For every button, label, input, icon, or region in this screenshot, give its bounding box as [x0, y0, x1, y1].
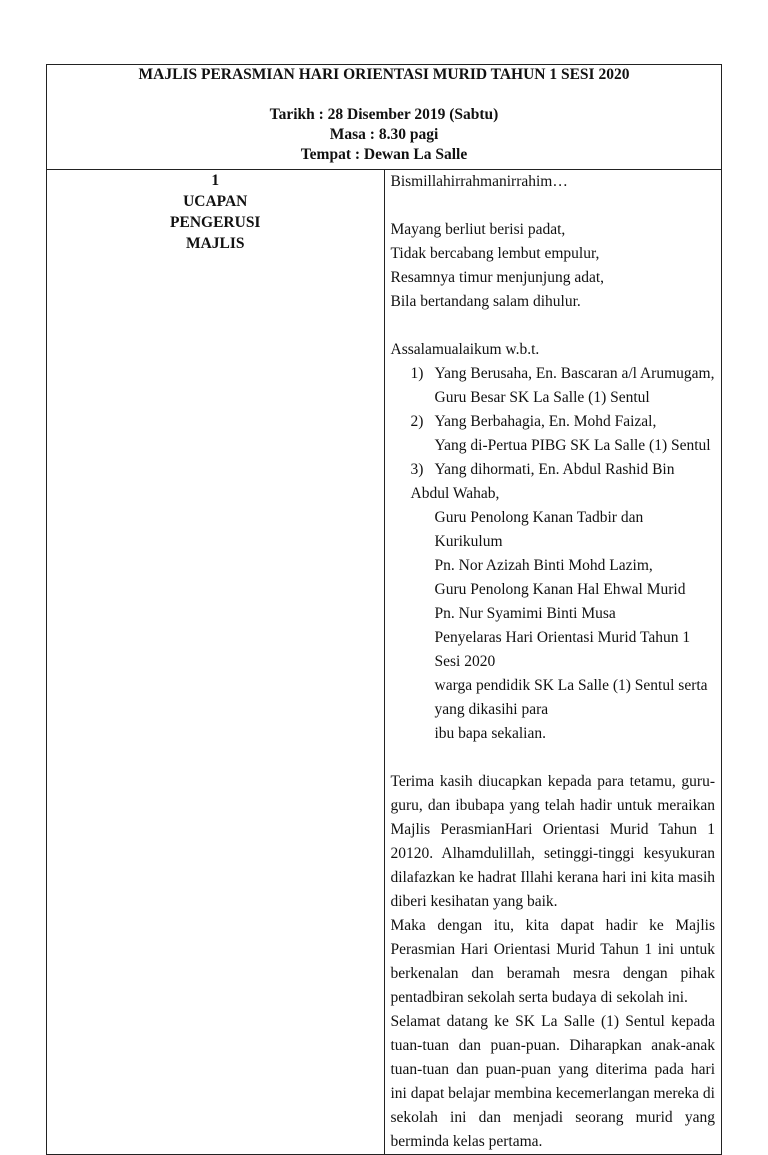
pantun-line: Bila bertandang salam dihulur.: [390, 293, 581, 310]
speech-paragraph: Terima kasih diucapkan kepada para tetamu, guru-guru, dan ibubapa yang telah hadir untuk meraikan Majlis PerasmianHari Orientasi Murid Tahun 1 20120. Alhamdulillah, setinggi-tinggi kesyukuran dilafazkan ke hadrat Illahi kerana hari ini kita masih diberi kesihatan yang baik.: [390, 773, 715, 910]
event-title: MAJLIS PERASMIAN HARI ORIENTASI MURID TAHUN 1 SESI 2020: [138, 66, 630, 83]
opening-line: Bismillahirrahmanirrahim…: [390, 173, 568, 190]
header-spacer: [47, 85, 721, 105]
guest-detail: Guru Penolong Kanan Hal Ehwal Murid: [434, 581, 686, 598]
guest-number: 1): [410, 365, 424, 382]
header-row: [47, 65, 722, 170]
guest-detail: Penyelaras Hari Orientasi Murid Tahun 1 Sesi 2020: [434, 629, 691, 670]
pantun-line: Mayang berliut berisi padat,: [390, 221, 566, 238]
section-label-line3: MAJLIS: [185, 235, 245, 252]
header-cell: [47, 65, 722, 170]
section-label-cell: [47, 170, 385, 1155]
guest-detail: Guru Besar SK La Salle (1) Sentul: [434, 389, 650, 406]
guest-item: [411, 362, 716, 410]
section-number: 1: [211, 172, 220, 189]
event-date: Tarikh : 28 Disember 2019 (Sabtu): [269, 106, 499, 123]
speech-content-cell: [384, 170, 722, 1155]
guest-name: Yang Berbahagia, En. Mohd Faizal,: [434, 413, 657, 430]
guest-item: [411, 458, 716, 746]
section-label-line2: PENGERUSI: [170, 214, 261, 231]
guest-name: Yang dihormati, En. Abdul Rashid Bin Abdul Wahab,: [410, 461, 675, 502]
speech-paragraph: Maka dengan itu, kita dapat hadir ke Majlis Perasmian Hari Orientasi Murid Tahun 1 ini untuk berkenalan dan beramah mesra dengan pihak pentadbiran sekolah serta budaya di sekolah ini.: [390, 917, 715, 1006]
guest-detail: warga pendidik SK La Salle (1) Sentul serta yang dikasihi para: [434, 677, 708, 718]
document-page: [46, 64, 722, 1155]
event-venue: Tempat : Dewan La Salle: [300, 146, 468, 163]
programme-table: [46, 64, 722, 1155]
guest-detail: ibu bapa sekalian.: [434, 725, 546, 742]
guest-item: [411, 410, 716, 458]
greeting-line: Assalamualaikum w.b.t.: [390, 341, 540, 358]
blank-line: [391, 746, 716, 770]
guest-detail: Guru Penolong Kanan Tadbir dan Kurikulum: [434, 509, 644, 550]
speech-paragraph: Selamat datang ke SK La Salle (1) Sentul kepada tuan-tuan dan puan-puan. Diharapkan anak-anak tuan-tuan dan puan-puan yang diterima pada hari ini dapat belajar membina kecemerlangan mereka di sekolah ini dan menjadi seorang murid yang berminda kelas pertama.: [390, 1013, 715, 1150]
section-label-line1: UCAPAN: [183, 193, 248, 210]
event-time: Masa : 8.30 pagi: [329, 126, 439, 143]
guest-number: 3): [410, 461, 424, 478]
guest-detail: Pn. Nur Syamimi Binti Musa: [434, 605, 616, 622]
guest-number: 2): [410, 413, 424, 430]
blank-line: [391, 314, 716, 338]
guest-detail: Yang di-Pertua PIBG SK La Salle (1) Sentul: [434, 437, 711, 454]
blank-line: [391, 194, 716, 218]
section-row: [47, 170, 722, 1155]
pantun-line: Tidak bercabang lembut empulur,: [390, 245, 600, 262]
guest-detail: Pn. Nor Azizah Binti Mohd Lazim,: [434, 557, 653, 574]
pantun-line: Resamnya timur menjunjung adat,: [390, 269, 605, 286]
guest-list: [391, 362, 716, 746]
guest-name: Yang Berusaha, En. Bascaran a/l Arumugam,: [434, 365, 715, 382]
